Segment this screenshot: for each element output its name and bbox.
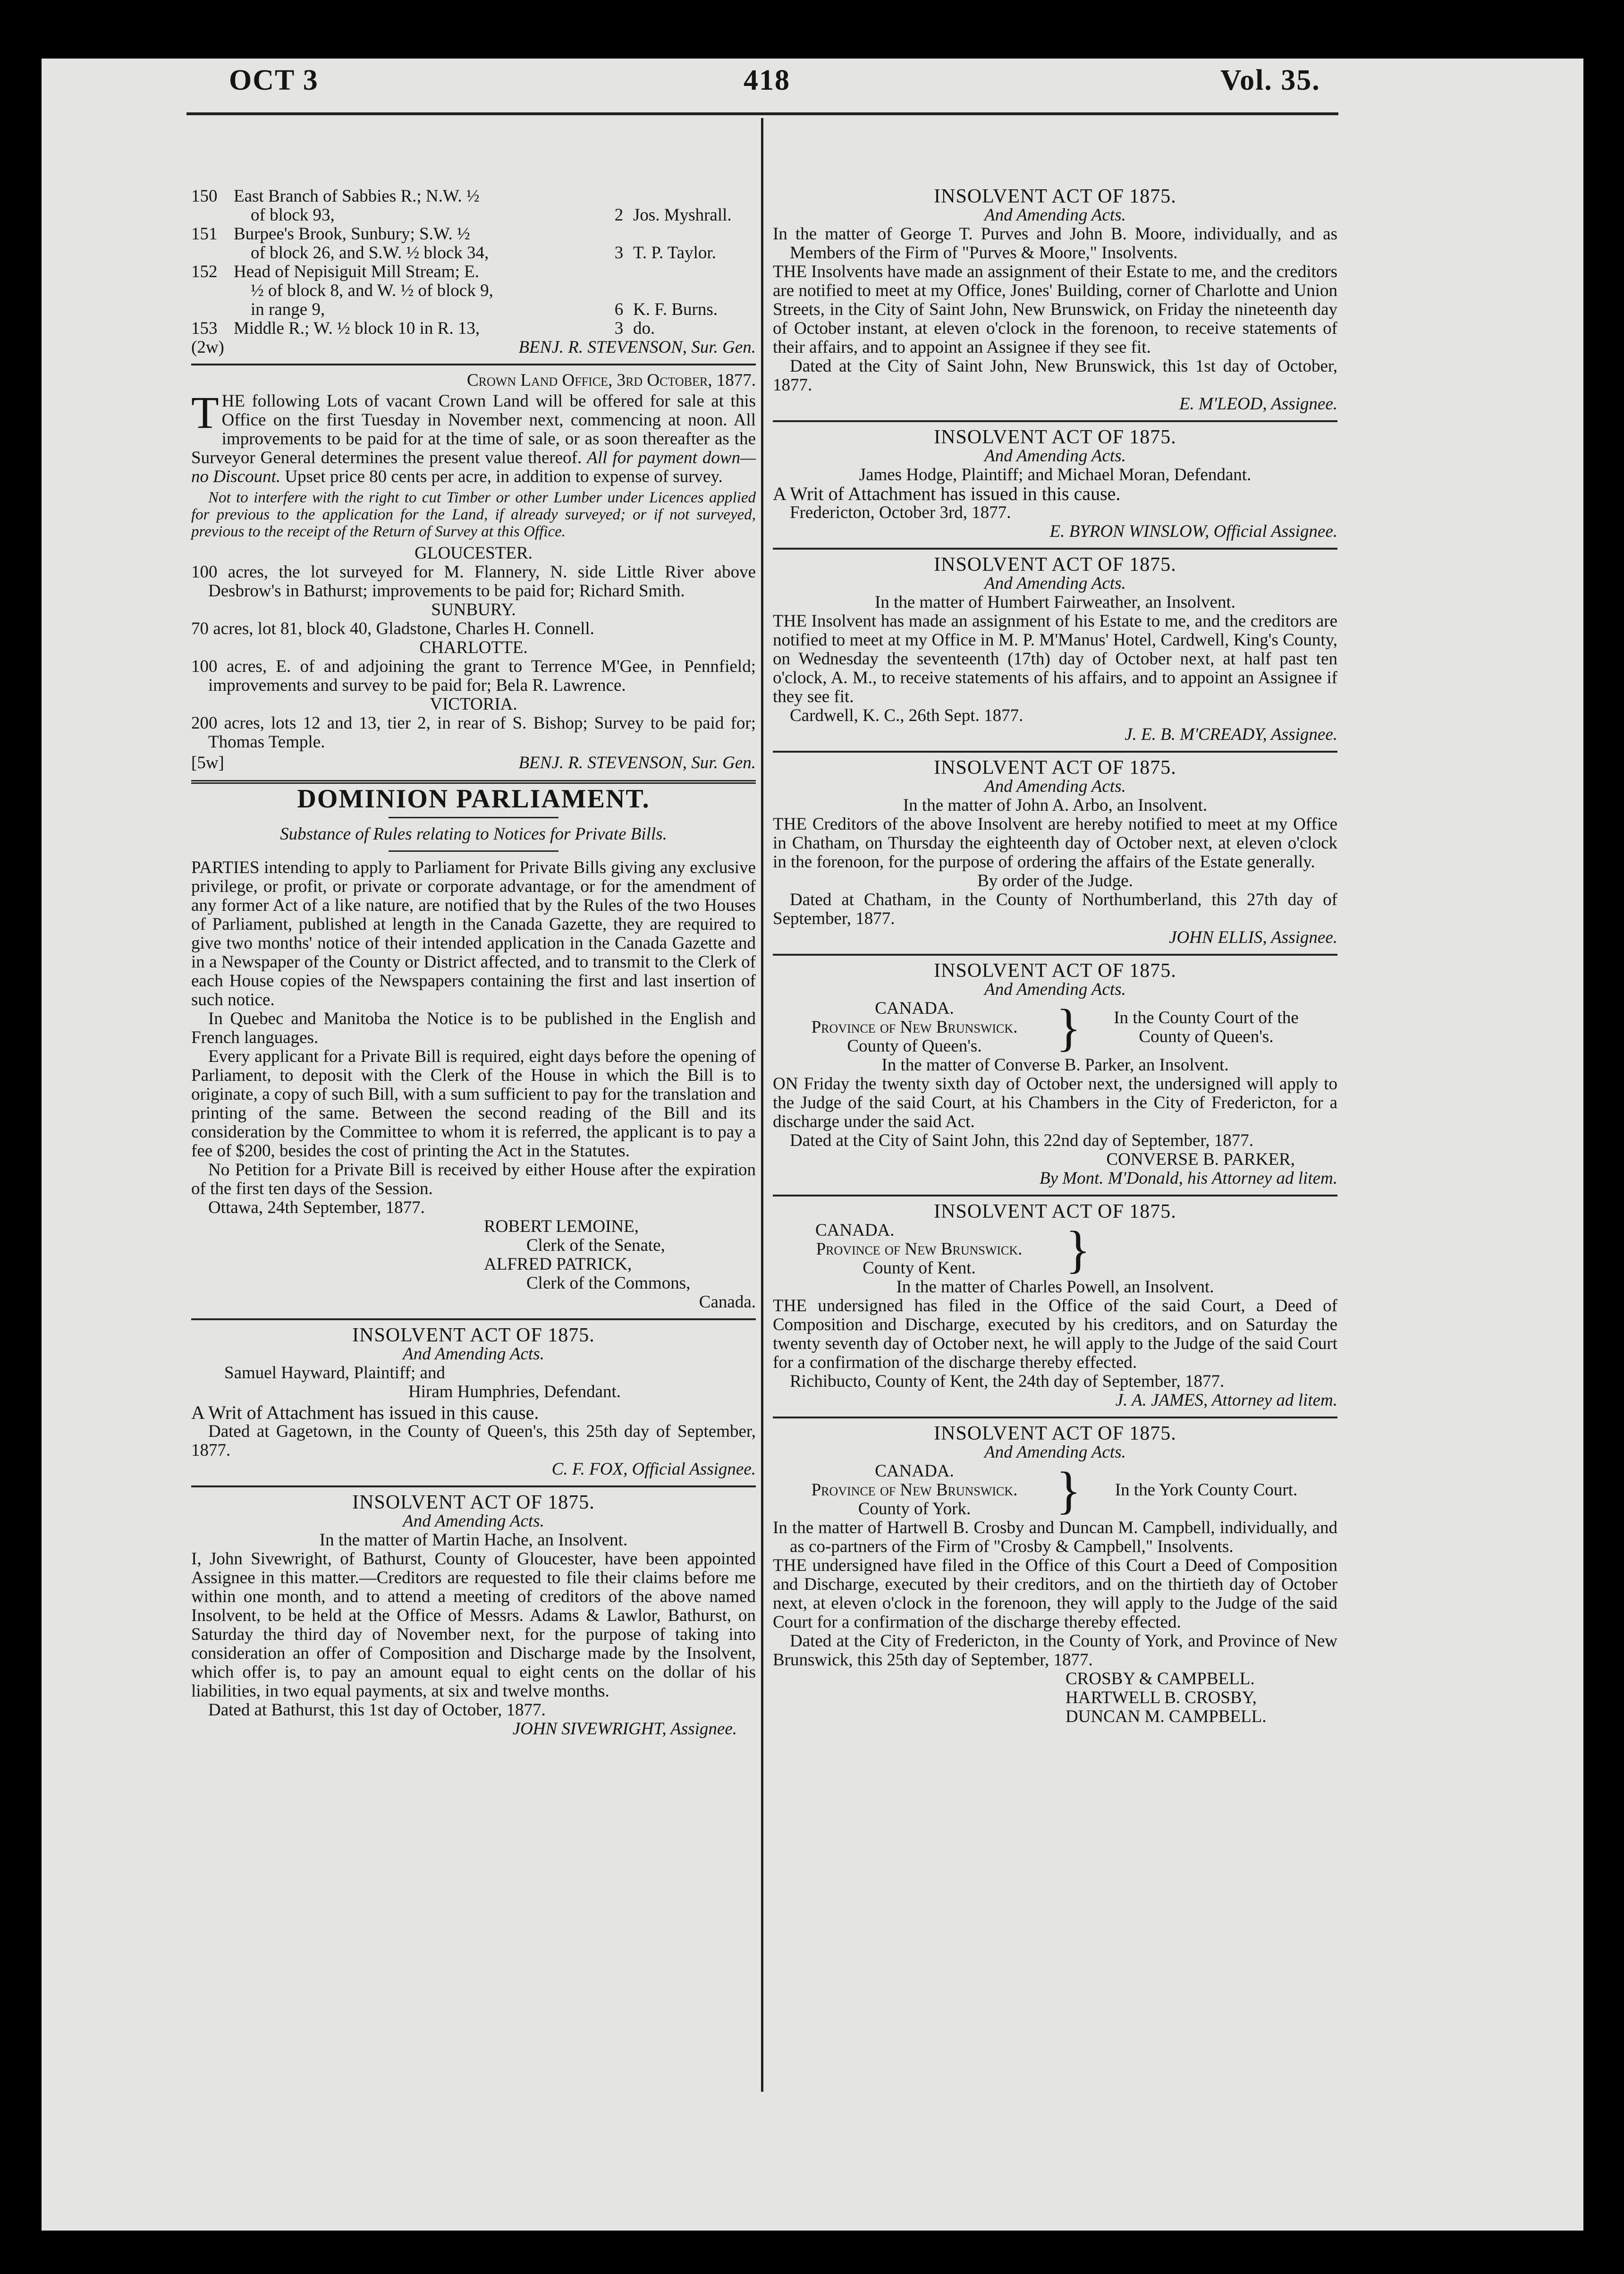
notice-matter: In the matter of Converse B. Parker, an Insolvent. bbox=[881, 1055, 1229, 1075]
signature: CROSBY & CAMPBELL. bbox=[1066, 1669, 1255, 1689]
county-heading: VICTORIA. bbox=[430, 695, 517, 714]
notice-body: THE undersigned has filed in the Office of the said Court, a Deed of Composition and Discharge, executed by his creditors, and on Saturday the twenty seventh day of October next, he will apply to the Judge of the said Court for a confirmation of the discharge thereby effected. bbox=[773, 1296, 1337, 1372]
notice-title: INSOLVENT ACT OF 1875. bbox=[352, 1492, 595, 1513]
crosby-signatures bbox=[773, 1670, 1337, 1726]
lot-row bbox=[191, 187, 756, 206]
lot-row bbox=[191, 206, 756, 225]
signature: J. E. B. M'CREADY, Assignee. bbox=[1125, 725, 1337, 744]
notice-hache bbox=[191, 1493, 756, 1739]
crown-land-notice bbox=[191, 371, 756, 772]
notice-title: INSOLVENT ACT OF 1875. bbox=[934, 960, 1176, 982]
section-rule bbox=[191, 1485, 756, 1487]
caption-country: CANADA. bbox=[875, 999, 954, 1018]
lot-description: Head of Nepisiguit Mill Stream; E. bbox=[234, 262, 479, 281]
notice-subtitle: And Amending Acts. bbox=[403, 1344, 544, 1364]
signature-title: Clerk of the Commons, bbox=[526, 1273, 691, 1293]
lot-owner bbox=[633, 187, 756, 206]
paragraph: No Petition for a Private Bill is received by either House after the expiration of the first ten days of the Session. bbox=[191, 1160, 756, 1198]
lot-signature-line bbox=[191, 338, 756, 357]
lot-entry: 100 acres, E. of and adjoining the grant to Terrence M'Gee, in Pennfield; improvements and survey to be paid for; Bela R. Lawrence. bbox=[191, 657, 756, 695]
lot-row bbox=[191, 244, 756, 263]
notice-title: INSOLVENT ACT OF 1875. bbox=[934, 1201, 1176, 1222]
lot-description: in range 9, bbox=[251, 300, 325, 319]
notice-body: THE undersigned have filed in the Office of this Court a Deed of Composition and Discharge, executed by their creditors, and on the thirtieth day of October next, at eleven o'clock in the forenoon, they will apply to the Judge of the said Court for a confirmation of the discharge thereby effected. bbox=[773, 1556, 1337, 1632]
brace-glyph: } bbox=[1056, 1461, 1081, 1519]
signature: C. F. FOX, Official Assignee. bbox=[551, 1459, 756, 1479]
notice-title: INSOLVENT ACT OF 1875. bbox=[352, 1324, 595, 1346]
lot-owner bbox=[633, 263, 756, 281]
caption-province: Province of New Brunswick. bbox=[811, 1018, 1018, 1037]
section-rule bbox=[773, 548, 1337, 550]
lot-number bbox=[191, 244, 234, 263]
insertion-tag: (2w) bbox=[191, 338, 224, 357]
signature: J. A. JAMES, Attorney ad litem. bbox=[1115, 1391, 1337, 1410]
notice-fairweather bbox=[773, 555, 1337, 744]
signature: ALFRED PATRICK, bbox=[484, 1255, 632, 1274]
lot-owner bbox=[633, 225, 756, 244]
header-rule bbox=[186, 112, 1338, 115]
signature: E. M'LEOD, Assignee. bbox=[1179, 394, 1337, 414]
header-date: OCT 3 bbox=[229, 64, 319, 96]
lot-number: 153 bbox=[191, 319, 218, 338]
notice-hayward bbox=[191, 1326, 756, 1479]
lot-owner: Jos. Myshrall. bbox=[633, 205, 732, 225]
notice-body: THE Insolvents have made an assignment of their Estate to me, and the creditors are notified to meet at my Office, Jones' Building, corner of Charlotte and Union Streets, in the City of Saint John, New Brunswick, on Friday the nineteenth day of October instant, at eleven o'clock in the forenoon, to receive statements of their affairs, and to appoint an Assignee if they see fit. bbox=[773, 262, 1337, 357]
section-double-rule bbox=[191, 780, 756, 784]
lot-quantity bbox=[605, 225, 633, 244]
notice-subtitle: And Amending Acts. bbox=[984, 205, 1126, 225]
notice-subtitle: And Amending Acts. bbox=[984, 446, 1126, 466]
lot-owner: T. P. Taylor. bbox=[633, 243, 716, 263]
lot-number: 152 bbox=[191, 262, 218, 281]
notice-body: I, John Sivewright, of Bathurst, County of Gloucester, have been appointed Assignee in this matter.—Creditors are requested to file their claims before me within one month, and to attend a meeting of creditors of the above named Insolvent, to be held at the Office of Messrs. Adams & Lawlor, Bathurst, on Saturday the third day of November next, for the purpose of taking into consideration an offer of Composition and Discharge made by the Insolvent, which offer is, to pay an amount equal to eight cents on the dollar of his liabilities, in two equal payments, at six and twelve months. bbox=[191, 1549, 756, 1701]
caption-province: Province of New Brunswick. bbox=[811, 1480, 1018, 1500]
caption-country: CANADA. bbox=[815, 1221, 895, 1240]
lot-row bbox=[191, 281, 756, 300]
header-page-number: 418 bbox=[744, 64, 790, 96]
notice-body: THE Insolvent has made an assignment of his Estate to me, and the creditors are notified to meet at my Office in M. P. M'Manus' Hotel, Cardwell, King's County, on Wednesday the seventeenth (17th) day of October next, at half past ten o'clock, A. M., to receive statements of his affairs, and to appoint an Assignee if they see fit. bbox=[773, 611, 1337, 706]
notice-title: INSOLVENT ACT OF 1875. bbox=[934, 426, 1176, 448]
header-volume: Vol. 35. bbox=[1220, 64, 1320, 96]
lot-entry: 100 acres, the lot surveyed for M. Flannery, N. side Little River above Desbrow's in Bathurst; improvements to be paid for; Richard Smith. bbox=[191, 562, 756, 601]
section-rule bbox=[773, 954, 1337, 956]
section-subtitle: Substance of Rules relating to Notices for Private Bills. bbox=[280, 824, 667, 844]
signature: E. BYRON WINSLOW, Official Assignee. bbox=[1049, 522, 1337, 541]
left-column bbox=[191, 187, 756, 1739]
paragraph: In Quebec and Manitoba the Notice is to be published in the English and French languages. bbox=[191, 1009, 756, 1047]
dateline: Dated at the City of Saint John, this 22nd day of September, 1877. bbox=[790, 1131, 1253, 1150]
dateline: Crown Land Office, 3rd October, 1877. bbox=[467, 371, 756, 390]
notice-matter: In the matter of Charles Powell, an Insolvent. bbox=[896, 1277, 1214, 1297]
caption-court: County of Queen's. bbox=[1139, 1027, 1274, 1046]
notice-body: ON Friday the twenty sixth day of October next, the undersigned will apply to the Judge of the said Court, at his Chambers in the City of Fredericton, for a discharge under the said Act. bbox=[773, 1074, 1337, 1131]
paragraph: PARTIES intending to apply to Parliament for Private Bills giving any exclusive privilege, or profit, or private or corporate advantage, or for the amendment of any former Act of a like nature, are notified that by the Rules of the two Houses of Parliament, published at length in the Canada Gazette, they are required to give two months' notice of their intended application in the Canada Gazette and in a Newspaper of the County or District affected, and to transmit to the Clerk of each House copies of the Newspapers containing the first and last insertion of such notice. bbox=[191, 858, 756, 1010]
lot-description: East Branch of Sabbies R.; N.W. ½ bbox=[234, 187, 480, 206]
crown-note: Not to interfere with the right to cut Timber or other Lumber under Licences applied for previous to the application for the Land, if already surveyed; or if not surveyed, previous to the receipt of the Return of Survey at this Office. bbox=[191, 489, 756, 540]
caption-right bbox=[1075, 1009, 1337, 1046]
signature: JOHN ELLIS, Assignee. bbox=[1169, 928, 1337, 947]
caption-county: County of Kent. bbox=[863, 1258, 976, 1278]
notice-powell bbox=[773, 1202, 1337, 1410]
column-divider bbox=[761, 118, 763, 2092]
lot-number bbox=[191, 206, 234, 225]
lot-number: 151 bbox=[191, 224, 218, 244]
brace-glyph: } bbox=[1066, 1221, 1091, 1278]
notice-matter: In the matter of Hartwell B. Crosby and Duncan M. Campbell, individually, and as co-partners of the Firm of "Crosby & Campbell," Insolvents. bbox=[773, 1518, 1337, 1556]
notice-matter: In the matter of Martin Hache, an Insolvent. bbox=[319, 1530, 628, 1550]
signature-title: Clerk of the Senate, bbox=[526, 1236, 665, 1255]
section-rule bbox=[773, 1417, 1337, 1418]
notice-subtitle: And Amending Acts. bbox=[984, 777, 1126, 796]
notice-parties: Samuel Hayward, Plaintiff; and bbox=[224, 1363, 445, 1383]
notice-title: INSOLVENT ACT OF 1875. bbox=[934, 186, 1176, 207]
signature: BENJ. R. STEVENSON, Sur. Gen. bbox=[518, 338, 756, 357]
lot-quantity bbox=[605, 263, 633, 281]
crown-lot-list bbox=[191, 187, 756, 357]
insertion-tag: [5w] bbox=[191, 753, 224, 772]
notice-subtitle: And Amending Acts. bbox=[984, 980, 1126, 999]
notice-parties: Hiram Humphries, Defendant. bbox=[408, 1382, 621, 1401]
lot-quantity bbox=[605, 187, 633, 206]
lot-entry: 70 acres, lot 81, block 40, Gladstone, Charles H. Connell. bbox=[191, 619, 594, 638]
caption-left bbox=[773, 1462, 1056, 1519]
section-title: DOMINION PARLIAMENT. bbox=[297, 784, 650, 814]
lot-row bbox=[191, 263, 756, 281]
crown-body bbox=[191, 387, 756, 486]
lot-owner: K. F. Burns. bbox=[633, 300, 718, 319]
caption-court: In the York County Court. bbox=[1115, 1480, 1298, 1500]
notice-subtitle: And Amending Acts. bbox=[984, 1442, 1126, 1462]
section-rule bbox=[191, 364, 756, 365]
dominion-signatures bbox=[191, 1217, 756, 1312]
lot-quantity: 3 bbox=[614, 243, 624, 263]
lot-number bbox=[191, 300, 234, 319]
county-heading: CHARLOTTE. bbox=[419, 638, 528, 657]
dominion-parliament-notice bbox=[191, 784, 756, 1312]
dateline: Dated at the City of Fredericton, in the County of York, and Province of New Brunswick, this 25th day of September, 1877. bbox=[773, 1631, 1337, 1670]
crown-body-italic: All for payment down—no Discount. bbox=[191, 448, 756, 486]
notice-writ: A Writ of Attachment has issued in this cause. bbox=[191, 1402, 539, 1423]
section-rule bbox=[773, 420, 1337, 422]
county-heading: SUNBURY. bbox=[431, 600, 516, 619]
dateline: Cardwell, K. C., 26th Sept. 1877. bbox=[790, 706, 1023, 725]
section-rule bbox=[773, 751, 1337, 753]
lot-owner: do. bbox=[633, 319, 655, 338]
lot-quantity: 2 bbox=[614, 205, 624, 225]
lot-row bbox=[191, 225, 756, 244]
lot-number: 150 bbox=[191, 187, 218, 206]
signature: JOHN SIVEWRIGHT, Assignee. bbox=[512, 1719, 737, 1739]
dateline: Dated at Chatham, in the County of Northumberland, this 27th day of September, 1877. bbox=[773, 890, 1337, 928]
lot-description: of block 93, bbox=[251, 205, 335, 225]
court-caption bbox=[773, 1221, 1337, 1278]
court-caption bbox=[773, 1462, 1337, 1519]
lot-quantity: 3 bbox=[614, 319, 624, 338]
notice-subtitle: And Amending Acts. bbox=[984, 574, 1126, 593]
lot-description: Middle R.; W. ½ block 10 in R. 13, bbox=[234, 319, 480, 338]
notice-matter: In the matter of John A. Arbo, an Insolvent. bbox=[903, 796, 1208, 815]
lot-row bbox=[191, 319, 756, 338]
dateline: Fredericton, October 3rd, 1877. bbox=[790, 503, 1011, 522]
signature: HARTWELL B. CROSBY, bbox=[1066, 1688, 1257, 1707]
crown-signature-line bbox=[191, 754, 756, 772]
caption-country: CANADA. bbox=[875, 1461, 954, 1481]
signature: BENJ. R. STEVENSON, Sur. Gen. bbox=[518, 753, 756, 772]
caption-left bbox=[773, 999, 1056, 1056]
caption-court: In the County Court of the bbox=[1114, 1008, 1299, 1027]
right-column bbox=[773, 187, 1337, 1726]
section-rule bbox=[773, 1195, 1337, 1196]
notice-title: INSOLVENT ACT OF 1875. bbox=[934, 1423, 1176, 1444]
lot-description: Burpee's Brook, Sunbury; S.W. ½ bbox=[234, 224, 470, 244]
notice-matter: In the matter of Humbert Fairweather, an Insolvent. bbox=[875, 593, 1235, 612]
notice-body: THE Creditors of the above Insolvent are hereby notified to meet at my Office in Chatham, on Thursday the eighteenth day of October next, at eleven o'clock in the forenoon, for the purpose of ordering the affairs of the Estate generally. bbox=[773, 815, 1337, 872]
lot-entry: 200 acres, lots 12 and 13, tier 2, in rear of S. Bishop; Survey to be paid for; Thomas Temple. bbox=[191, 713, 756, 752]
lot-description: ½ of block 8, and W. ½ of block 9, bbox=[251, 281, 493, 300]
lot-quantity: 6 bbox=[614, 300, 624, 319]
page-header bbox=[186, 64, 1433, 120]
notice-title: INSOLVENT ACT OF 1875. bbox=[934, 554, 1176, 576]
lot-quantity bbox=[605, 281, 633, 300]
caption-left bbox=[773, 1221, 1066, 1278]
notice-matter: In the matter of George T. Purves and John B. Moore, individually, and as Members of the Firm of "Purves & Moore," Insolvents. bbox=[773, 224, 1337, 263]
lot-description: of block 26, and S.W. ½ block 34, bbox=[251, 243, 489, 263]
notice-arbo bbox=[773, 758, 1337, 947]
lot-row bbox=[191, 300, 756, 319]
brace-glyph: } bbox=[1056, 999, 1081, 1056]
notice-title: INSOLVENT ACT OF 1875. bbox=[934, 757, 1176, 779]
notice-parker bbox=[773, 961, 1337, 1188]
signature: CONVERSE B. PARKER, bbox=[1106, 1150, 1295, 1169]
notice-order: By order of the Judge. bbox=[977, 871, 1133, 891]
signature-attorney: By Mont. M'Donald, his Attorney ad litem. bbox=[1039, 1169, 1337, 1188]
notice-hodge bbox=[773, 428, 1337, 541]
notice-crosby bbox=[773, 1424, 1337, 1726]
notice-subtitle: And Amending Acts. bbox=[403, 1511, 544, 1531]
short-rule bbox=[389, 850, 558, 852]
court-caption bbox=[773, 999, 1337, 1056]
notice-purves bbox=[773, 187, 1337, 414]
crown-body-text: HE following Lots of vacant Crown Land will be offered for sale at this Office on the first Tuesday in November next, commencing at noon. All improvements to be paid for at the time of sale, or as soon thereafter as the Surveyor General determines the present value thereof. bbox=[191, 391, 756, 467]
signature-title: Canada. bbox=[699, 1292, 756, 1312]
dateline: Ottawa, 24th September, 1877. bbox=[208, 1198, 425, 1217]
short-rule bbox=[389, 817, 558, 818]
notice-writ: A Writ of Attachment has issued in this cause. bbox=[773, 483, 1121, 504]
lot-number bbox=[191, 281, 234, 300]
county-heading: GLOUCESTER. bbox=[414, 543, 533, 563]
section-rule bbox=[191, 1318, 756, 1320]
signature: DUNCAN M. CAMPBELL. bbox=[1066, 1707, 1267, 1726]
paragraph: Every applicant for a Private Bill is required, eight days before the opening of Parliament, to deposit with the Clerk of the House in which the Bill is to originate, a copy of such Bill, with a sum sufficient to pay for the translation and printing of the same. Between the second reading of the Bill and its consideration by the Committee to whom it is referred, the applicant is to pay a fee of $200, besides the cost of printing the Act in the Statutes. bbox=[191, 1047, 756, 1161]
notice-parties: James Hodge, Plaintiff; and Michael Moran, Defendant. bbox=[859, 465, 1252, 484]
signature: ROBERT LEMOINE, bbox=[484, 1217, 639, 1236]
crown-body-end: Upset price 80 cents per acre, in addition to expense of survey. bbox=[285, 467, 723, 486]
lot-owner bbox=[633, 281, 756, 300]
caption-county: County of York. bbox=[858, 1499, 971, 1519]
caption-county: County of Queen's. bbox=[847, 1036, 982, 1056]
drop-cap: T bbox=[191, 387, 219, 438]
dateline: Dated at Gagetown, in the County of Queen's, this 25th day of September, 1877. bbox=[191, 1422, 756, 1460]
dateline: Dated at the City of Saint John, New Brunswick, this 1st day of October, 1877. bbox=[773, 356, 1337, 395]
dateline: Richibucto, County of Kent, the 24th day of September, 1877. bbox=[790, 1372, 1225, 1391]
dateline: Dated at Bathurst, this 1st day of October, 1877. bbox=[208, 1700, 546, 1720]
caption-province: Province of New Brunswick. bbox=[816, 1239, 1023, 1259]
